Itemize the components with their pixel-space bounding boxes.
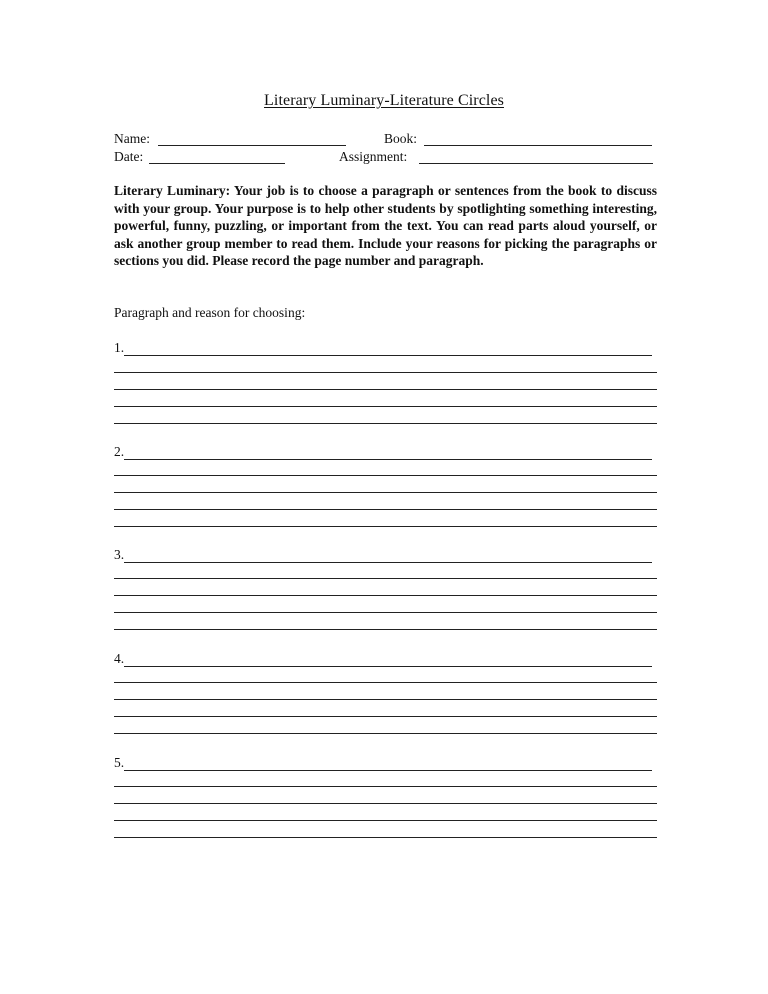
answer-line[interactable] [114, 682, 657, 683]
answer-line[interactable] [124, 355, 652, 356]
prompt-label: Paragraph and reason for choosing: [114, 305, 306, 320]
answer-line[interactable] [114, 389, 657, 390]
answer-line[interactable] [114, 803, 657, 804]
entry-number: 3. [114, 547, 125, 562]
answer-line[interactable] [114, 423, 657, 424]
answer-line[interactable] [114, 837, 657, 838]
answer-line[interactable] [114, 578, 657, 579]
answer-line[interactable] [124, 770, 652, 771]
answer-line[interactable] [114, 786, 657, 787]
entry-number: 5. [114, 755, 125, 770]
name-label: Name: [114, 131, 150, 146]
answer-line[interactable] [114, 475, 657, 476]
answer-line[interactable] [114, 716, 657, 717]
answer-line[interactable] [114, 509, 657, 510]
answer-line[interactable] [114, 699, 657, 700]
entry-5 [114, 755, 657, 845]
entry-3 [114, 547, 657, 637]
assignment-field[interactable] [419, 163, 653, 164]
instructions-paragraph: Literary Luminary: Your job is to choose a paragraph or sentences from the book to discuss with your group. Your purpose is to help other students by spotlighting something interesting, powerful, funny, puzzling, or important from the text. You can read parts aloud yourself, or ask another group member to read them. Include your reasons for picking the paragraphs or sections you did. Please record the page number and paragraph. [114, 183, 657, 269]
entry-number: 2. [114, 444, 125, 459]
date-assignment-row [114, 149, 659, 167]
answer-line[interactable] [114, 526, 657, 527]
name-field[interactable] [158, 145, 346, 146]
answer-line[interactable] [114, 492, 657, 493]
answer-line[interactable] [114, 406, 657, 407]
answer-line[interactable] [114, 595, 657, 596]
assignment-label: Assignment: [339, 149, 408, 164]
answer-line[interactable] [114, 629, 657, 630]
answer-line[interactable] [124, 562, 652, 563]
name-book-row [114, 131, 659, 149]
entry-number: 4. [114, 651, 125, 666]
date-label: Date: [114, 149, 144, 164]
entry-number: 1. [114, 340, 125, 355]
answer-line[interactable] [114, 612, 657, 613]
answer-line[interactable] [114, 372, 657, 373]
answer-line[interactable] [124, 666, 652, 667]
book-field[interactable] [424, 145, 652, 146]
answer-line[interactable] [124, 459, 652, 460]
answer-line[interactable] [114, 820, 657, 821]
book-label: Book: [384, 131, 418, 146]
answer-line[interactable] [114, 733, 657, 734]
page-title: Literary Luminary-Literature Circles [264, 92, 504, 109]
entry-1 [114, 340, 657, 430]
date-field[interactable] [149, 163, 285, 164]
entry-4 [114, 651, 657, 741]
entry-2 [114, 444, 657, 534]
